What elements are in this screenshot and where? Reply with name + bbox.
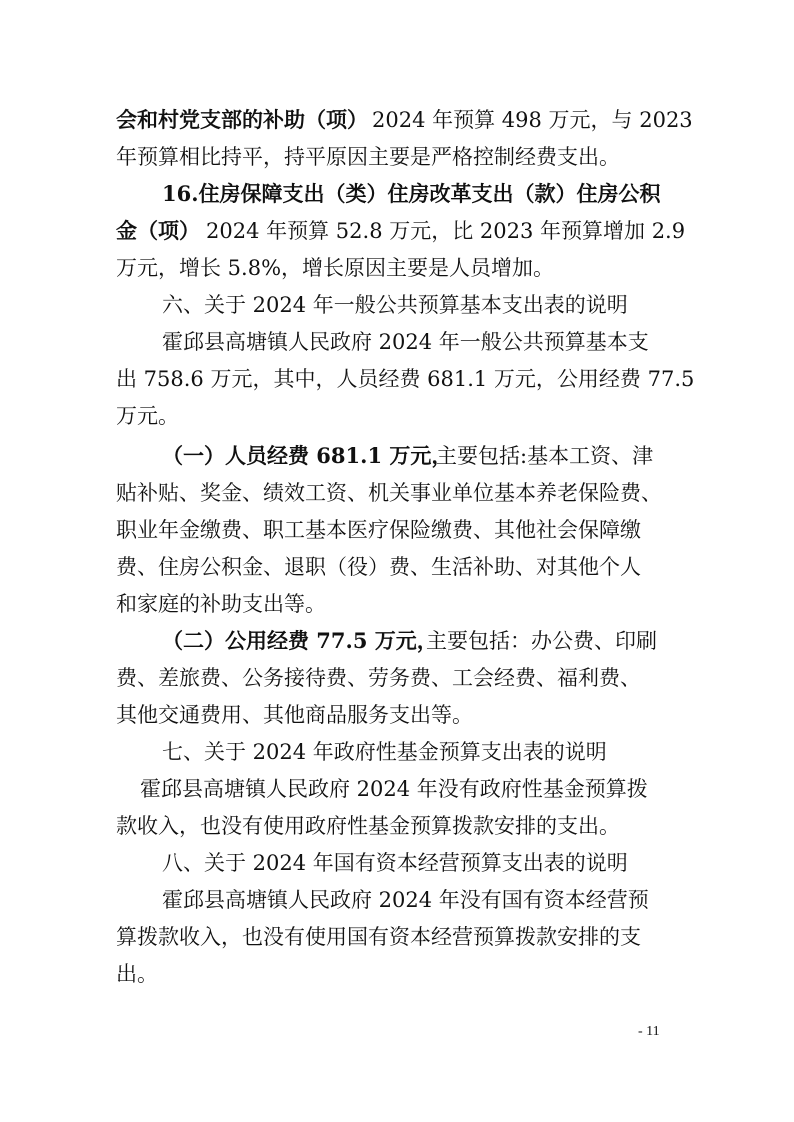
paragraph-text: 主要包括:基本工资、津 bbox=[436, 444, 654, 468]
paragraph-line bbox=[0, 954, 794, 994]
paragraph-line bbox=[0, 695, 794, 735]
paragraph-line bbox=[0, 137, 794, 177]
paragraph-line bbox=[0, 174, 794, 214]
paragraph-text: 出 758.6 万元，其中，人员经费 681.1 万元，公用经费 77.5 bbox=[116, 367, 695, 391]
paragraph-text: 万元。 bbox=[116, 404, 179, 428]
item-heading: 金（项） bbox=[116, 218, 200, 243]
paragraph-line bbox=[0, 100, 794, 140]
paragraph-line bbox=[0, 510, 794, 550]
item-heading: 16.住房保障支出（类）住房改革支出（款）住房公积 bbox=[162, 181, 661, 206]
paragraph-text: 2024 年预算 498 万元，与 2023 bbox=[372, 108, 693, 132]
paragraph-line bbox=[0, 584, 794, 624]
paragraph-text: 费、差旅费、公务接待费、劳务费、工会经费、福利费、 bbox=[116, 666, 641, 690]
section-heading bbox=[0, 843, 794, 883]
paragraph-line bbox=[0, 359, 794, 399]
paragraph-text: 和家庭的补助支出等。 bbox=[116, 592, 326, 616]
paragraph-line bbox=[0, 806, 794, 846]
paragraph-line bbox=[0, 547, 794, 587]
paragraph-line bbox=[0, 621, 794, 661]
paragraph-line bbox=[0, 917, 794, 957]
paragraph-text: 职业年金缴费、职工基本医疗保险缴费、其他社会保障缴 bbox=[116, 518, 641, 542]
paragraph-text: 万元，增长 5.8%，增长原因主要是人员增加。 bbox=[116, 256, 555, 280]
paragraph-line bbox=[0, 396, 794, 436]
paragraph-text: 霍邱县高塘镇人民政府 2024 年没有国有资本经营预 bbox=[162, 888, 649, 912]
paragraph-text: 费、住房公积金、退职（役）费、生活补助、对其他个人 bbox=[116, 555, 641, 579]
section-heading bbox=[0, 732, 794, 772]
section-heading bbox=[0, 285, 794, 325]
section-heading-text: 八、关于 2024 年国有资本经营预算支出表的说明 bbox=[162, 851, 628, 875]
paragraph-line bbox=[0, 769, 794, 809]
paragraph-text: 主要包括：办公费、印刷 bbox=[426, 629, 657, 653]
paragraph-text: 贴补贴、奖金、绩效工资、机关事业单位基本养老保险费、 bbox=[116, 481, 662, 505]
item-heading: （二）公用经费 77.5 万元， bbox=[162, 628, 438, 653]
paragraph-line bbox=[0, 658, 794, 698]
paragraph-line bbox=[0, 248, 794, 288]
section-heading-text: 六、关于 2024 年一般公共预算基本支出表的说明 bbox=[162, 293, 628, 317]
paragraph-line bbox=[0, 211, 794, 251]
page-number: - 11 bbox=[638, 1024, 660, 1039]
item-heading: 会和村党支部的补助（项） bbox=[116, 107, 368, 132]
paragraph-text: 2024 年预算 52.8 万元，比 2023 年预算增加 2.9 bbox=[206, 219, 686, 243]
paragraph-line bbox=[0, 322, 794, 362]
paragraph-text: 霍邱县高塘镇人民政府 2024 年没有政府性基金预算拨 bbox=[140, 777, 648, 801]
paragraph-line bbox=[0, 880, 794, 920]
paragraph-text: 算拨款收入，也没有使用国有资本经营预算拨款安排的支 bbox=[116, 925, 641, 949]
paragraph-text: 霍邱县高塘镇人民政府 2024 年一般公共预算基本支 bbox=[162, 330, 649, 354]
paragraph-line bbox=[0, 473, 794, 513]
paragraph-text: 年预算相比持平，持平原因主要是严格控制经费支出。 bbox=[116, 145, 620, 169]
paragraph-line bbox=[0, 436, 794, 476]
paragraph-text: 其他交通费用、其他商品服务支出等。 bbox=[116, 703, 473, 727]
paragraph-text: 款收入，也没有使用政府性基金预算拨款安排的支出。 bbox=[116, 814, 620, 838]
paragraph-text: 出。 bbox=[116, 962, 158, 986]
item-heading: （一）人员经费 681.1 万元， bbox=[162, 443, 453, 468]
section-heading-text: 七、关于 2024 年政府性基金预算支出表的说明 bbox=[162, 740, 607, 764]
